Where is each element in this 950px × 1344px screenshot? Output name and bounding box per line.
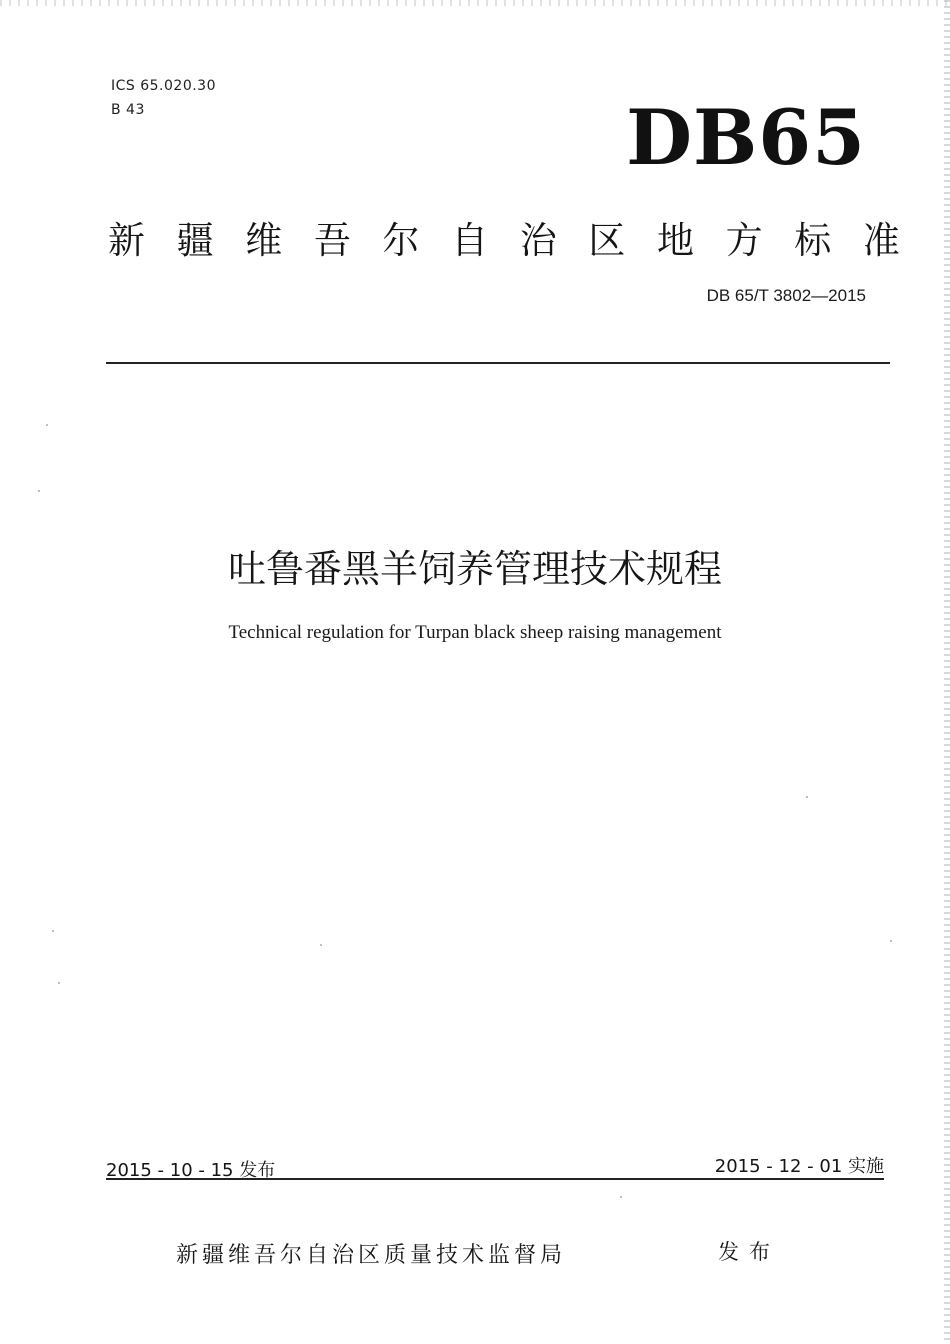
standard-title-char: 区: [588, 219, 626, 262]
scan-speck: [46, 424, 48, 426]
standard-title-char: 方: [725, 219, 763, 262]
standard-title-char: 尔: [382, 219, 420, 262]
scan-speck: [38, 490, 40, 492]
ics-code: ICS 65.020.30: [111, 78, 216, 94]
scan-speck: [620, 1196, 622, 1198]
standard-title-char: 准: [862, 219, 900, 262]
issue-date: 2015 - 10 - 15 发布: [106, 1160, 276, 1181]
footer-divider: [106, 1178, 884, 1180]
scan-edge-right: [944, 0, 950, 1344]
standard-title-char: 地: [657, 219, 694, 262]
standard-title-char: 自: [451, 219, 489, 262]
standard-title-char: 标: [794, 219, 832, 262]
db-mark-logo: DB65: [626, 93, 866, 182]
scan-speck: [58, 982, 60, 984]
standard-title-char: 治: [519, 219, 557, 262]
issue-label: 发布: [718, 1240, 780, 1264]
document-title-english: Technical regulation for Turpan black sheep raising management: [228, 622, 722, 643]
standard-title-char: 疆: [176, 219, 214, 262]
scan-speck: [320, 944, 322, 946]
standard-title-char: 吾: [313, 219, 351, 262]
standard-title-char: 维: [245, 219, 283, 262]
issuing-authority: 新疆维吾尔自治区质量技术监督局: [176, 1243, 567, 1268]
standard-title-char: 新: [108, 219, 145, 262]
header-divider: [106, 362, 890, 364]
scan-speck: [806, 796, 808, 798]
standard-number: DB 65/T 3802—2015: [706, 286, 866, 305]
scan-edge-top: [0, 0, 950, 6]
scan-speck: [52, 930, 54, 932]
scan-speck: [890, 940, 892, 942]
standard-type-title: [108, 212, 900, 262]
ccs-code: B 43: [111, 102, 145, 118]
document-title-chinese: 吐鲁番黑羊饲养管理技术规程: [227, 547, 722, 591]
implementation-date: 2015 - 12 - 01 实施: [714, 1156, 884, 1177]
